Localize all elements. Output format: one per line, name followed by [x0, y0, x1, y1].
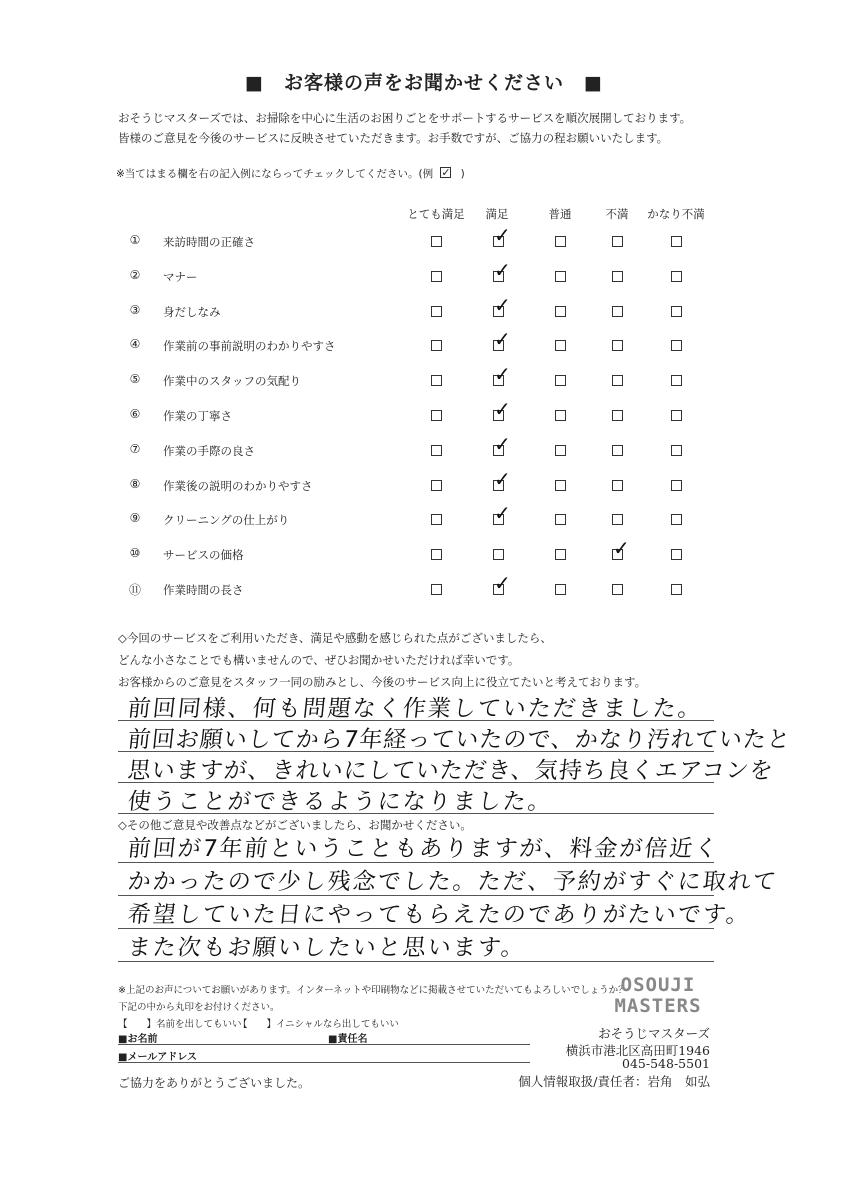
rating-checkbox[interactable] — [612, 340, 623, 351]
rating-checkbox[interactable] — [612, 375, 623, 386]
row-label: 身だしなみ — [163, 305, 221, 319]
handwritten-check-icon: ✓ — [494, 223, 511, 247]
rating-checkbox[interactable] — [431, 236, 442, 247]
rating-checkbox[interactable] — [555, 584, 566, 595]
rating-checkbox[interactable] — [431, 584, 442, 595]
logo-line-2: MASTERS — [614, 995, 702, 1017]
col-header-dissatisfied: 不満 — [605, 207, 629, 221]
name-label: ■お名前 — [118, 1034, 158, 1045]
responsible-label: ■責任名 — [328, 1034, 368, 1045]
handwritten-answer-2-line1: 前回が7年前ということもありますが、料金が倍近く — [126, 836, 721, 862]
handwritten-check-icon: ✓ — [494, 327, 511, 351]
question1-line1: ◇今回のサービスをご利用いただき、満足や感動を感じられた点がございましたら、 — [118, 631, 552, 645]
handwritten-check-icon: ✓ — [494, 258, 511, 282]
rating-checkbox[interactable] — [555, 236, 566, 247]
rating-checkbox[interactable] — [612, 480, 623, 491]
privacy-officer: 個人情報取扱/責任者：岩角 如弘 — [518, 1074, 710, 1089]
col-header-very-satisfied: とても満足 — [407, 207, 465, 221]
row-label: 作業時間の長さ — [163, 583, 244, 597]
handwritten-answer-1-line1: 前回同様、何も問題なく作業していただきました。 — [126, 696, 705, 722]
handwritten-check-icon: ✓ — [494, 571, 511, 595]
intro-text-2: 皆様のご意見を今後のサービスに反映させていただきます。お手数ですが、ご協力の程お願いいたします。 — [118, 131, 669, 145]
row-label: 作業の丁寧さ — [163, 409, 232, 423]
rating-checkbox[interactable] — [555, 306, 566, 317]
handwritten-answer-1-line3: 思いますが、きれいにしていただき、気持ち良くエアコンを — [126, 758, 776, 784]
rating-checkbox[interactable] — [671, 306, 682, 317]
intro-text-1: おそうじマスターズでは、お掃除を中心に生活のお困りごとをサポートするサービスを順次展開しております。 — [118, 111, 692, 125]
thanks-text: ご協力をありがとうございました。 — [118, 1076, 311, 1090]
question1-line3: お客様からのご意見をスタッフ一同の励みとし、今後のサービス向上に役立てたいと考えております。 — [118, 675, 647, 689]
rating-checkbox[interactable] — [431, 306, 442, 317]
handwritten-check-icon: ✓ — [494, 467, 511, 491]
rating-checkbox[interactable] — [671, 584, 682, 595]
handwritten-answer-2-line2: かかったので少し残念でした。ただ、予約がすぐに取れて — [126, 869, 780, 895]
handwritten-answer-1-line4: 使うことができるようになりました。 — [126, 789, 555, 815]
rating-checkbox[interactable] — [612, 271, 623, 282]
rating-checkbox[interactable] — [431, 549, 442, 560]
row-number: ② — [129, 268, 141, 282]
question2-line1: ◇その他ご意見や改善点などがございましたら、お聞かせください。 — [118, 818, 472, 832]
email-label: ■メールアドレス — [118, 1052, 197, 1063]
col-header-neutral: 普通 — [548, 207, 572, 221]
rating-checkbox[interactable] — [612, 514, 623, 525]
rating-checkbox[interactable] — [555, 340, 566, 351]
handwritten-check-icon: ✓ — [613, 536, 630, 560]
rating-checkbox[interactable] — [431, 271, 442, 282]
rating-checkbox[interactable] — [612, 445, 623, 456]
handwritten-check-icon: ✓ — [494, 293, 511, 317]
row-label: 作業前の事前説明のわかりやすさ — [163, 339, 336, 353]
name-field-line[interactable] — [118, 1044, 530, 1045]
handwritten-answer-2-line4: また次もお願いしたいと思います。 — [126, 935, 528, 961]
row-label: サービスの価格 — [163, 548, 244, 562]
rating-checkbox[interactable] — [671, 375, 682, 386]
consent-note: ※上記のお声についてお願いがあります。インターネットや印刷物などに掲載させていただいてもよろしいでしょうか？ — [118, 985, 628, 996]
rating-checkbox[interactable] — [431, 340, 442, 351]
rating-checkbox[interactable] — [431, 445, 442, 456]
rating-checkbox[interactable] — [671, 410, 682, 421]
row-number: ① — [129, 233, 141, 247]
rating-checkbox[interactable] — [431, 514, 442, 525]
handwritten-check-icon: ✓ — [494, 432, 511, 456]
rating-checkbox[interactable] — [671, 271, 682, 282]
rating-checkbox[interactable] — [555, 375, 566, 386]
question1-line2: どんな小さなことでも構いませんので、ぜひお聞かせいただければ幸いです。 — [118, 653, 520, 667]
row-number: ④ — [129, 337, 141, 351]
instruction-note: ※当てはまる欄を右の記入例にならってチェックしてください。(例 ✓ ) — [116, 166, 465, 180]
company-phone: 045-548-5501 — [622, 1056, 710, 1071]
row-label: クリーニングの仕上がり — [163, 513, 290, 527]
col-header-very-dissatisfied: かなり不満 — [647, 207, 705, 221]
consent-option-initial[interactable]: 【 】イニシャルなら出してもいい — [238, 1019, 399, 1030]
email-field-line[interactable] — [118, 1062, 530, 1063]
row-label: 作業後の説明のわかりやすさ — [163, 479, 313, 493]
rating-checkbox[interactable] — [431, 375, 442, 386]
logo-line-1: OSOUJI — [620, 974, 696, 996]
handwritten-answer-2-line3: 希望していた日にやってもらえたのでありがたいです。 — [126, 902, 753, 928]
rating-checkbox[interactable] — [612, 306, 623, 317]
row-number: ⑪ — [128, 583, 141, 597]
company-address: 横浜市港北区高田町1946 — [565, 1043, 710, 1058]
consent-option-name[interactable]: 【 】名前を出してもいい — [118, 1019, 242, 1030]
rating-checkbox[interactable] — [555, 514, 566, 525]
rating-checkbox[interactable] — [431, 410, 442, 421]
handwritten-check-icon: ✓ — [494, 362, 511, 386]
page-title: ■ お客様の声をお聞かせください ■ — [245, 72, 603, 94]
row-label: 作業の手際の良さ — [163, 444, 255, 458]
rating-checkbox[interactable] — [431, 480, 442, 491]
rating-checkbox[interactable] — [612, 236, 623, 247]
rating-checkbox[interactable] — [671, 236, 682, 247]
rating-checkbox[interactable] — [493, 549, 504, 560]
row-number: ⑦ — [129, 442, 141, 456]
row-number: ⑩ — [129, 546, 141, 560]
row-number: ⑧ — [129, 477, 141, 491]
row-label: 作業中のスタッフの気配り — [163, 374, 301, 388]
rating-checkbox[interactable] — [671, 445, 682, 456]
col-header-satisfied: 満足 — [485, 207, 509, 221]
rating-checkbox[interactable] — [671, 514, 682, 525]
company-logo — [600, 975, 716, 1017]
rating-checkbox[interactable] — [612, 410, 623, 421]
row-number: ⑥ — [129, 407, 141, 421]
row-label: マナー — [163, 270, 198, 284]
rating-checkbox[interactable] — [555, 445, 566, 456]
rating-checkbox[interactable] — [671, 340, 682, 351]
company-name: おそうじマスターズ — [598, 1026, 710, 1041]
row-label: 来訪時間の正確さ — [163, 235, 255, 249]
rating-checkbox[interactable] — [555, 410, 566, 421]
rating-checkbox[interactable] — [555, 549, 566, 560]
rating-checkbox[interactable] — [555, 480, 566, 491]
instruction-note-text: ※当てはまる欄を右の記入例にならってチェックしてください。(例 — [116, 168, 434, 180]
rating-checkbox[interactable] — [671, 549, 682, 560]
rating-checkbox[interactable] — [555, 271, 566, 282]
row-number: ⑤ — [129, 372, 141, 386]
handwritten-check-icon: ✓ — [494, 501, 511, 525]
consent-instruction: 下記の中から丸印をお付けください。 — [118, 1002, 280, 1013]
handwritten-answer-1-line2: 前回お願いしてから7年経っていたので、かなり汚れていたと — [126, 727, 793, 753]
handwritten-check-icon: ✓ — [494, 397, 511, 421]
rating-checkbox[interactable] — [612, 584, 623, 595]
rating-checkbox[interactable] — [671, 480, 682, 491]
row-number: ③ — [129, 303, 141, 317]
row-number: ⑨ — [129, 511, 141, 525]
